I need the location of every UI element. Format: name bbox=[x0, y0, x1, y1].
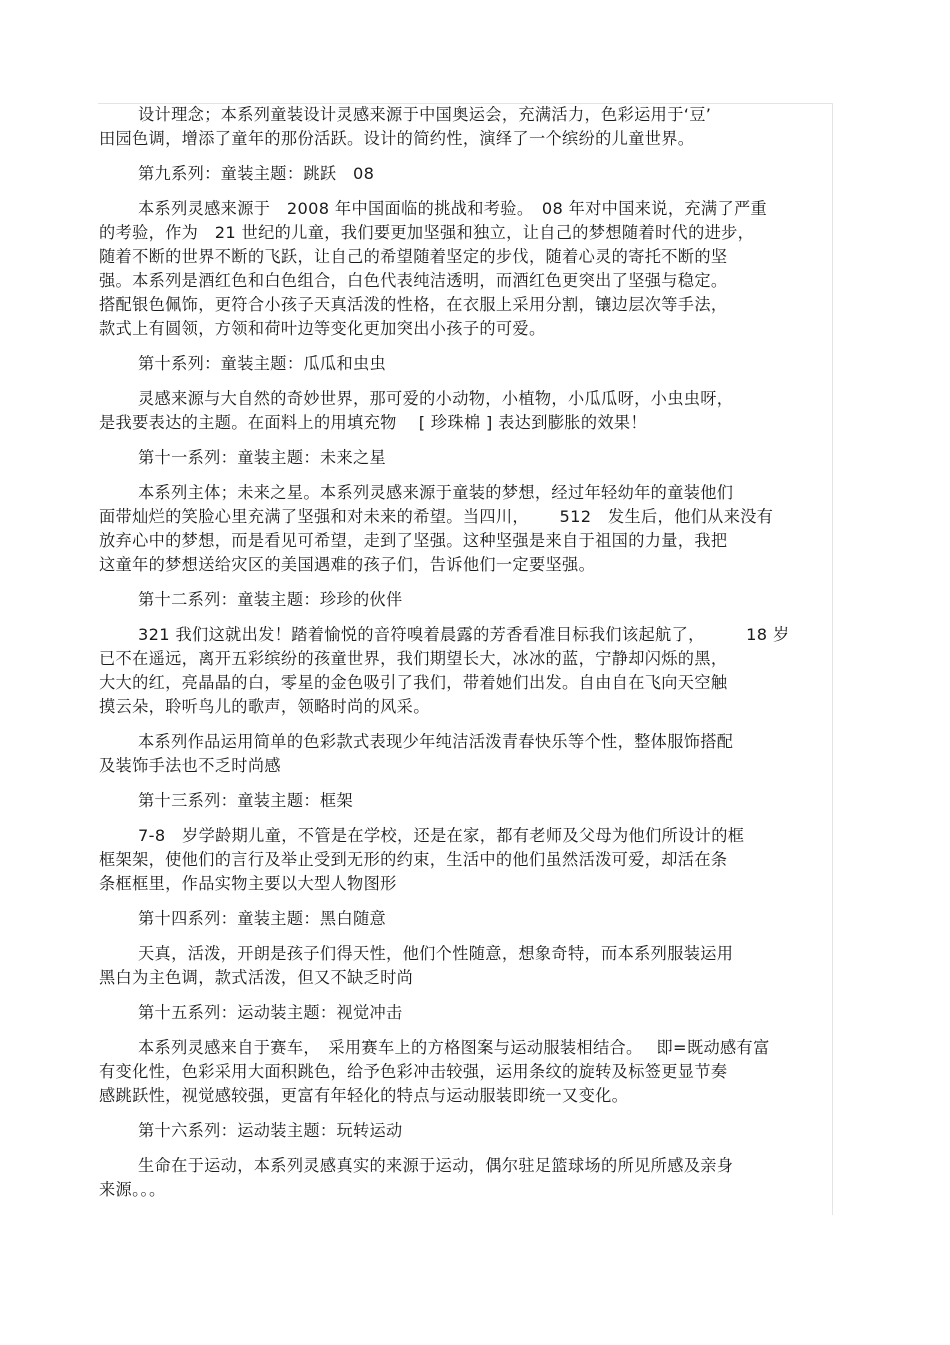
text-line: 大大的红，亮晶晶的白，零星的金色吸引了我们，带着她们出发。自由自在飞向天空触 bbox=[99, 673, 728, 692]
text-line: 感跳跃性，视觉感较强，更富有年轻化的特点与运动服装即统一又变化。 bbox=[99, 1086, 629, 1105]
text-line: 强。本系列是酒红色和白色组合，白色代表纯洁透明，而酒红色更突出了坚强与稳定。 bbox=[99, 271, 728, 290]
text-line: 放弃心中的梦想，而是看见可希望，走到了坚强。这种坚强是来自于祖国的力量，我把 bbox=[99, 531, 728, 550]
text-line: 本系列灵感来源于 2008 年中国面临的挑战和考验。 08 年对中国来说，充满了严重 bbox=[138, 199, 768, 218]
section-heading: 第十四系列：童装主题：黑白随意 bbox=[138, 909, 387, 928]
text-line: 这童年的梦想送给灾区的美国遇难的孩子们，告诉他们一定要坚强。 bbox=[99, 555, 596, 574]
text-line: 灵感来源与大自然的奇妙世界，那可爱的小动物，小植物，小瓜瓜呀，小虫虫呀， bbox=[138, 389, 734, 408]
text-line: 有变化性，色彩采用大面积跳色，给予色彩冲击较强，运用条纹的旋转及标签更显节奏 bbox=[99, 1062, 728, 1081]
text-line: 本系列主体；未来之星。本系列灵感来源于童装的梦想，经过年轻幼年的童装他们 bbox=[138, 483, 734, 502]
text-line: 条框框里，作品实物主要以大型人物图形 bbox=[99, 874, 397, 893]
text-line: 搭配银色佩饰，更符合小孩子天真活泼的性格，在衣服上采用分割，镶边层次等手法， bbox=[99, 295, 728, 314]
section-heading: 第十一系列：童装主题：未来之星 bbox=[138, 448, 387, 467]
text-line: 随着不断的世界不断的飞跃，让自己的希望随着坚定的步伐，随着心灵的寄托不断的坚 bbox=[99, 247, 728, 266]
text-line: 是我要表达的主题。在面料上的用填充物 [ 珍珠棉 ] 表达到膨胀的效果！ bbox=[99, 413, 647, 432]
section-heading: 第十三系列：童装主题：框架 bbox=[138, 791, 353, 810]
section-heading: 第十二系列：童装主题：珍珍的伙伴 bbox=[138, 590, 403, 609]
section-heading: 第十六系列：运动装主题：玩转运动 bbox=[138, 1121, 403, 1140]
document-body bbox=[99, 103, 834, 1202]
text-line: 的考验，作为 21 世纪的儿童，我们要更加坚强和独立，让自己的梦想随着时代的进步， bbox=[99, 223, 755, 242]
section-heading: 第十五系列：运动装主题：视觉冲击 bbox=[138, 1003, 403, 1022]
text-line: 面带灿烂的笑脸心里充满了坚强和对未来的希望。当四川， 512 发生后，他们从来没有 bbox=[99, 507, 774, 526]
section-heading: 第十系列：童装主题：瓜瓜和虫虫 bbox=[138, 354, 387, 373]
text-line: 来源。。。 bbox=[99, 1180, 166, 1199]
text-line: 款式上有圆领，方领和荷叶边等变化更加突出小孩子的可爱。 bbox=[99, 319, 546, 338]
text-line: 已不在遥远，离开五彩缤纷的孩童世界，我们期望长大，冰冰的蓝，宁静却闪烁的黑， bbox=[99, 649, 728, 668]
text-line: 摸云朵，聆听鸟儿的歌声，领略时尚的风采。 bbox=[99, 697, 430, 716]
text-line: 及装饰手法也不乏时尚感 bbox=[99, 756, 281, 775]
text-line: 7-8 岁学龄期儿童，不管是在学校，还是在家，都有老师及父母为他们所设计的框 bbox=[138, 826, 745, 845]
text-line: 生命在于运动，本系列灵感真实的来源于运动，偶尔驻足篮球场的所见所感及亲身 bbox=[138, 1156, 734, 1175]
text-line: 321 我们这就出发！踏着愉悦的音符嗅着晨露的芳香看准目标我们该起航了， 18 岁 bbox=[138, 625, 790, 644]
text-line: 黑白为主色调，款式活泼，但又不缺乏时尚 bbox=[99, 968, 414, 987]
text-line: 设计理念；本系列童装设计灵感来源于中国奥运会，充满活力，色彩运用于‘豆’ bbox=[138, 105, 712, 124]
text-line: 本系列灵感来自于赛车， 采用赛车上的方格图案与运动服装相结合。 即=既动感有富 bbox=[138, 1038, 770, 1057]
text-line: 框架架，使他们的言行及举止受到无形的约束，生活中的他们虽然活泼可爱，却活在条 bbox=[99, 850, 728, 869]
section-heading: 第九系列：童装主题：跳跃 08 bbox=[138, 164, 375, 183]
text-line: 本系列作品运用简单的色彩款式表现少年纯洁活泼青春快乐等个性，整体服饰搭配 bbox=[138, 732, 734, 751]
text-line: 田园色调，增添了童年的那份活跃。设计的简约性，演绎了一个缤纷的儿童世界。 bbox=[99, 129, 695, 148]
text-line: 天真，活泼，开朗是孩子们得天性，他们个性随意，想象奇特，而本系列服装运用 bbox=[138, 944, 734, 963]
